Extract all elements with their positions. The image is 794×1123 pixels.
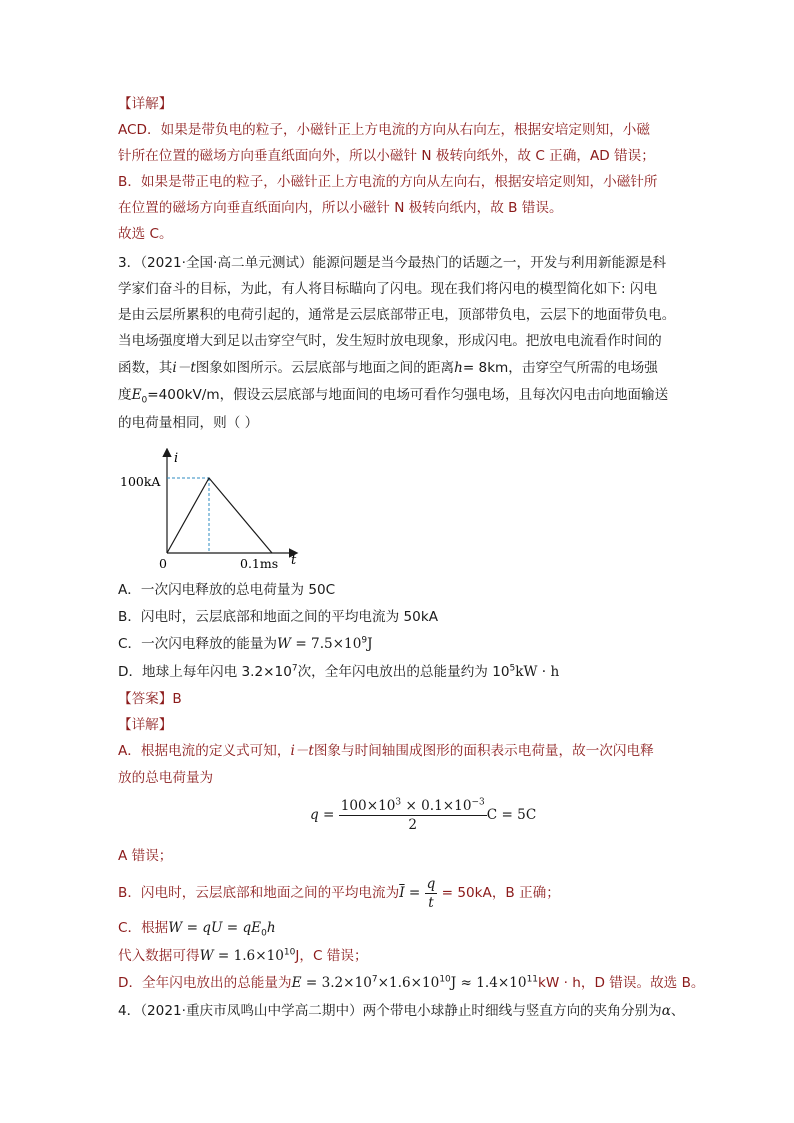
option-d xyxy=(118,662,678,682)
charge-equation xyxy=(310,796,537,834)
exponent: 11 xyxy=(526,974,539,985)
unit: J xyxy=(367,636,373,652)
variable: W xyxy=(277,636,292,652)
explanation-line: B．如果是带正电的粒子，小磁针正上方电流的方向从左向右，根据安培定则知，小磁针所 xyxy=(118,174,658,190)
value: = 7.5×10 xyxy=(291,636,362,652)
exponent: −3 xyxy=(471,796,485,807)
explanation-line xyxy=(118,946,678,966)
option-a: A．一次闪电释放的总电荷量为 50C xyxy=(118,582,336,598)
text: C = 5C xyxy=(486,807,537,823)
text: 、 xyxy=(670,1003,685,1019)
formula: W = qU = qE xyxy=(168,920,262,936)
question-line xyxy=(118,385,678,405)
text: = xyxy=(404,885,425,901)
text: = xyxy=(318,807,339,823)
variable: i－t xyxy=(172,360,196,376)
variable: E xyxy=(131,387,142,403)
section-heading: 【详解】 xyxy=(118,96,173,112)
numerator xyxy=(339,797,487,816)
text: A．根据电流的定义式可知， xyxy=(118,743,291,759)
numerator: q xyxy=(426,875,436,892)
text: C．一次闪电释放的能量为 xyxy=(118,636,278,652)
exponent: 10 xyxy=(439,974,451,985)
variable: h xyxy=(266,920,276,936)
question-line: 的电荷量相同，则（ ） xyxy=(118,415,259,431)
text: 图象与时间轴围成图形的面积表示电荷量，故一次闪电释 xyxy=(313,743,654,759)
explanation-line xyxy=(118,741,678,761)
value: ×1.6×10 xyxy=(377,975,440,991)
fraction xyxy=(425,875,438,912)
text: kW · h，D 错误。故选 B。 xyxy=(538,975,705,991)
text: B．闪电时，云层底部和地面之间的平均电流为 xyxy=(118,885,400,901)
exponent: 10 xyxy=(283,947,296,958)
denominator: 2 xyxy=(408,816,418,833)
explanation-line: ACD．如果是带负电的粒子，小磁针正上方电流的方向从右向左，根据安培定则知，小磁 xyxy=(118,122,650,138)
subscript: 0 xyxy=(141,395,148,406)
question-line xyxy=(118,1001,718,1021)
text: 代入数据可得 xyxy=(118,948,200,964)
text: 度 xyxy=(118,387,132,403)
value: J ≈ 1.4×10 xyxy=(450,975,527,991)
variable: i－t xyxy=(290,743,314,759)
explanation-line: 故选 C。 xyxy=(118,226,173,242)
question-line: 是由云层所累积的电荷引起的，通常是云层底部带正电，顶部带负电，云层下的地面带负电。 xyxy=(118,307,676,323)
text: C．根据 xyxy=(118,920,169,936)
option-c xyxy=(118,634,678,654)
explanation-line: A 错误； xyxy=(118,848,173,864)
explanation-line: 放的总电荷量为 xyxy=(118,770,214,786)
x-axis-label: t xyxy=(291,553,297,568)
variable: h xyxy=(454,360,463,376)
value: = 3.2×10 xyxy=(301,975,372,991)
current-time-chart xyxy=(118,448,318,578)
question-line: 当电场强度增大到足以击穿空气时，发生短时放电现象，形成闪电。把放电电流看作时间的 xyxy=(118,333,662,349)
answer-label: 【答案】 xyxy=(118,691,173,707)
text: × 0.1×10 xyxy=(401,797,472,814)
text: 4．（2021·重庆市凤鸣山中学高二期中）两个带电小球静止时细线与竖直方向的夹角分别为 xyxy=(118,1003,662,1019)
explanation-line: 在位置的磁场方向垂直纸面向内，所以小磁针 N 极转向纸内，故 B 错误。 xyxy=(118,200,563,216)
question-line: 学家们奋斗的目标，为此，有人将目标瞄向了闪电。现在我们将闪电的模型简化如下: 闪电 xyxy=(118,281,658,297)
denominator: t xyxy=(428,894,434,911)
answer-line xyxy=(118,689,678,709)
y-tick-label: 100kA xyxy=(120,474,161,489)
exponent: 5 xyxy=(509,663,516,674)
text: D．地球上每年闪电 3.2×10 xyxy=(118,664,292,680)
exponent: 3 xyxy=(395,796,402,807)
fraction xyxy=(339,797,487,834)
exponent: 7 xyxy=(371,974,378,985)
text: J，C 错误； xyxy=(295,948,368,964)
text: 图象如图所示。云层底部与地面之间的距离 xyxy=(195,360,455,376)
text: = 50kA，B 正确； xyxy=(437,885,560,901)
variable: E xyxy=(291,975,302,991)
text: 次，全年闪电放出的总能量约为 10 xyxy=(297,664,510,680)
answer-value: B xyxy=(172,691,182,707)
text: D．全年闪电放出的总能量为 xyxy=(118,975,292,991)
explanation-line xyxy=(118,973,705,993)
variable: q xyxy=(310,807,319,823)
y-axis-label: i xyxy=(174,451,179,466)
option-b: B．闪电时，云层底部和地面之间的平均电流为 50kA xyxy=(118,609,438,625)
explanation-line xyxy=(118,874,678,912)
text: 函数，其 xyxy=(118,360,173,376)
current-series-line xyxy=(167,478,272,553)
x-tick-label: 0.1ms xyxy=(240,556,279,571)
origin-label: 0 xyxy=(159,556,167,571)
exponent: 7 xyxy=(291,663,298,674)
variable: W xyxy=(199,948,214,964)
text: 100×10 xyxy=(340,797,396,814)
exponent: 9 xyxy=(361,635,368,646)
explanation-line xyxy=(118,918,678,938)
text: = 8km，击穿空气所需的电场强 xyxy=(462,360,658,376)
subscript: 0 xyxy=(261,928,267,939)
question-line: 3．（2021·全国·高二单元测试）能源问题是当今最热门的话题之一，开发与利用新能源是科 xyxy=(118,255,667,271)
text: =400kV/m，假设云层底部与地面间的电场可看作匀强电场，且每次闪电击向地面输送 xyxy=(147,387,669,403)
unit: kW · h xyxy=(515,664,560,680)
question-line xyxy=(118,358,678,378)
section-heading: 【详解】 xyxy=(118,717,173,733)
variable: $\overline{I}$ xyxy=(399,885,405,901)
value: = 1.6×10 xyxy=(213,948,284,964)
variable: α xyxy=(661,1003,671,1019)
explanation-line: 针所在位置的磁场方向垂直纸面向外，所以小磁针 N 极转向纸外，故 C 正确，AD 错误； xyxy=(118,148,655,164)
